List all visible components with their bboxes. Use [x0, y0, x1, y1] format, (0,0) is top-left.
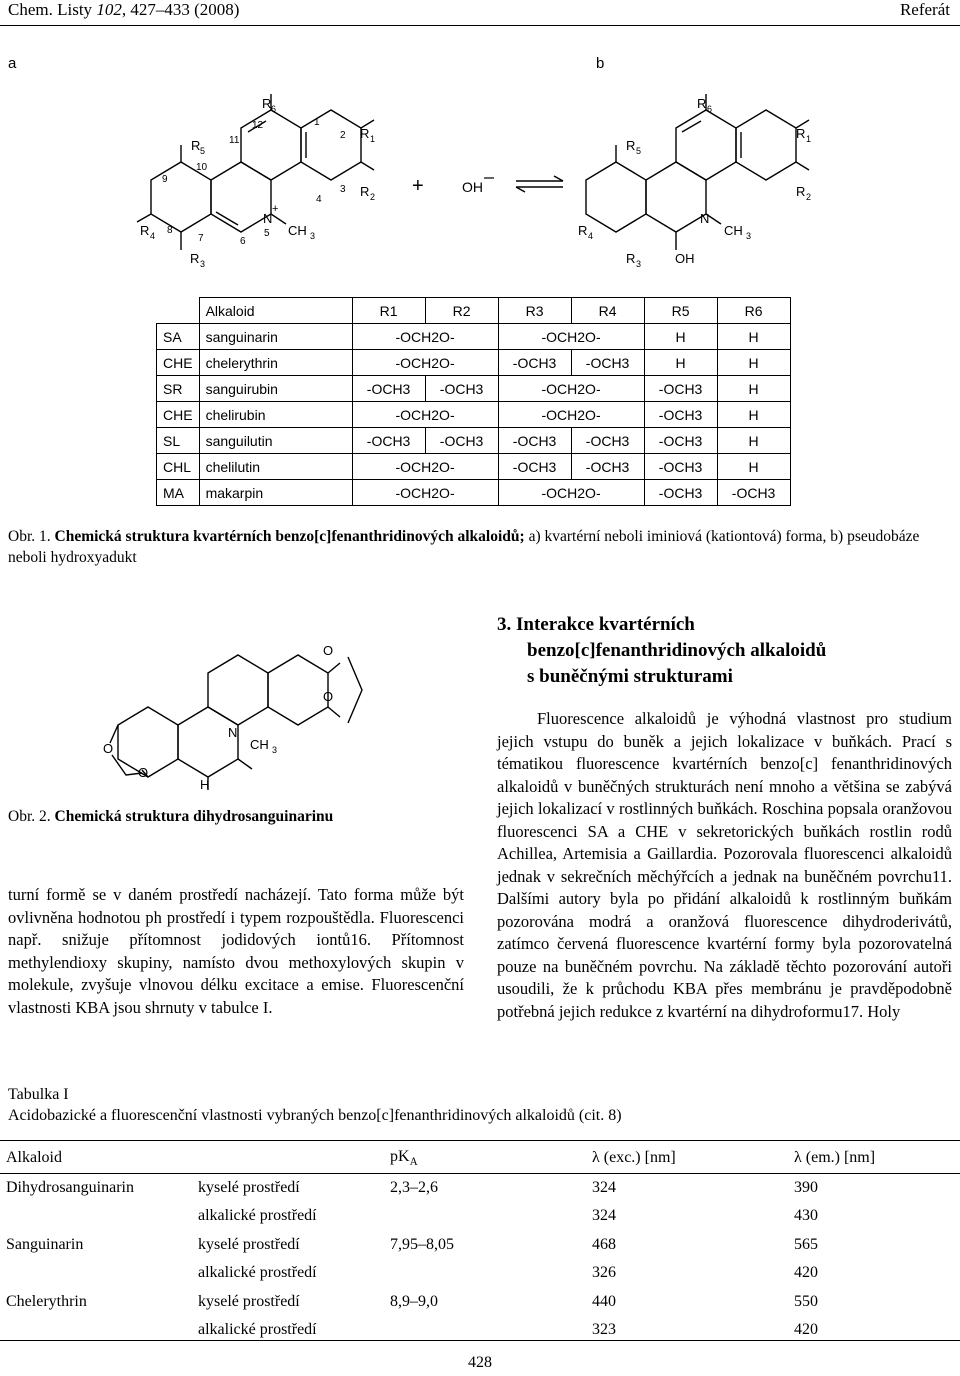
- journal-citation: Chem. Listy 102, 427–433 (2008): [8, 0, 240, 19]
- figure1-caption: Obr. 1. Chemická struktura kvartérních benzo[c]fenanthridinových alkaloidů; a) kvartérní neboli iminiová (kationtová) forma, b) pseudobáze neboli hydroxyadukt: [8, 528, 920, 566]
- svg-text:R: R: [191, 138, 201, 153]
- svg-text:O: O: [103, 741, 114, 756]
- table-row: Dihydrosanguinarin kyselé prostředí 2,3–2,6 324 390: [6, 1178, 818, 1196]
- svg-text:4: 4: [150, 231, 156, 241]
- svg-text:R: R: [190, 251, 200, 266]
- figure2-caption: Obr. 2. Chemická struktura dihydrosanguinarinu: [8, 808, 334, 825]
- section-label: Referát: [899, 0, 950, 19]
- svg-text:6: 6: [271, 104, 277, 114]
- svg-text:2: 2: [370, 192, 376, 202]
- svg-text:3: 3: [310, 231, 316, 241]
- table1-top-rule: [0, 1140, 960, 1141]
- svg-text:CH: CH: [250, 737, 269, 752]
- plus-sign: +: [412, 175, 424, 197]
- col-r4: R4: [571, 298, 644, 324]
- figure1-structures: [0, 40, 960, 280]
- svg-text:4: 4: [588, 231, 594, 241]
- svg-text:5: 5: [636, 146, 642, 156]
- col-r2: R2: [425, 298, 498, 324]
- table1-title-block: [8, 1084, 622, 1126]
- page-number: 428: [468, 1354, 492, 1371]
- svg-text:3: 3: [746, 231, 752, 241]
- svg-text:8: 8: [167, 225, 173, 236]
- table1-label: Tabulka I: [8, 1086, 69, 1103]
- svg-text:3: 3: [636, 259, 642, 269]
- table-row: CHL chelilutin -OCH2O- -OCH3 -OCH3 -OCH3 H: [157, 454, 791, 480]
- svg-text:H: H: [200, 777, 210, 790]
- svg-text:R: R: [262, 96, 272, 111]
- section-heading: 3. Interakce kvartérních benzo[c]fenanthridinových alkaloidů s buněčnými strukturami: [497, 614, 827, 687]
- svg-text:N: N: [263, 211, 273, 226]
- svg-text:9: 9: [162, 174, 168, 185]
- svg-text:R: R: [360, 126, 370, 141]
- svg-text:O: O: [323, 643, 334, 658]
- col-alkaloid: Alkaloid: [199, 298, 352, 324]
- table-row: SA sanguinarin -OCH2O- -OCH2O- H H: [157, 324, 791, 350]
- table-row: MA makarpin -OCH2O- -OCH2O- -OCH3 -OCH3: [157, 480, 791, 506]
- table-row: CHE chelerythrin -OCH2O- -OCH3 -OCH3 H H: [157, 350, 791, 376]
- table1-title: Acidobazické a fluorescenční vlastnosti vybraných benzo[c]fenanthridinových alkaloidů (cit. 8): [8, 1107, 622, 1124]
- svg-text:R: R: [626, 251, 636, 266]
- header-rule: [0, 25, 960, 26]
- svg-text:6: 6: [240, 236, 246, 247]
- table-row: alkalické prostředí 324 430: [198, 1207, 818, 1225]
- figure2-structure: [90, 625, 390, 790]
- svg-text:O: O: [138, 765, 149, 780]
- right-column-text: Fluorescence alkaloidů je výhodná vlastnost pro studium jejich vstupu do buněk a jejich lokalizace v buňkách. Prací s tématikou fluorescence kvartérních benzo[c] fenanthridinových alkaloidů v buněčných strukturách není mnoho a většina se zabývá jejich lokalizací v rostlinných buňkách. Roschina popsala oranžovou fluorescenci SA a CHE v sekretorických buňkách rostlin rodů Achillea, Artemisia a Gaillardia. Pozorovala fluorescenci alkaloidů jednak v sekrečních měchýřcích a jednak na buněčném povrchu11. Dalšími autory byla po přidání alkaloidů k rostlinným buňkám pozorována modrá a oranžová fluorescence dihydroderivátů, zatímco červená fluorescence kvartérní formy byla pozorovatelná pouze na buněčném povrchu. Na základě těchto pozorování autoři usoudili, že k průchodu KBA přes membránu je pravděpodobně potřebná jejich redukce z kvartérní na dihydroformu17. Holy: [497, 709, 952, 1021]
- table-row: Sanguinarin kyselé prostředí 7,95–8,05 468 565: [6, 1235, 818, 1253]
- svg-text:10: 10: [196, 162, 208, 173]
- svg-text:R: R: [578, 223, 588, 238]
- svg-text:4: 4: [316, 194, 322, 205]
- table-row: Chelerythrin kyselé prostředí 8,9–9,0 440 550: [6, 1292, 818, 1310]
- table-header-row: Alkaloid $pK_A$ λ (exc.) [nm] λ (em.) [nm]: [0, 1144, 960, 1173]
- svg-text:CH: CH: [288, 223, 307, 238]
- svg-text:7: 7: [198, 233, 204, 244]
- col-r5: R5: [644, 298, 717, 324]
- table-row: SR sanguirubin -OCH3 -OCH3 -OCH2O- -OCH3 H: [157, 376, 791, 402]
- table-row: alkalické prostředí 323 420: [198, 1321, 818, 1339]
- svg-text:R: R: [140, 223, 150, 238]
- svg-text:CH: CH: [724, 223, 743, 238]
- svg-text:11: 11: [229, 135, 240, 146]
- table-header-row: [157, 298, 791, 324]
- col-r3: R3: [498, 298, 571, 324]
- svg-text:O: O: [323, 689, 334, 704]
- structure-b: [586, 94, 812, 250]
- panel-b-label: b: [596, 55, 605, 72]
- col-r6: R6: [717, 298, 790, 324]
- hydroxide-label: OH: [462, 179, 483, 195]
- fluorescence-table: [0, 1144, 960, 1345]
- svg-text:R: R: [796, 126, 806, 141]
- svg-text:1: 1: [314, 117, 320, 128]
- svg-text:3: 3: [200, 259, 206, 269]
- table-row: CHE chelirubin -OCH2O- -OCH2O- -OCH3 H: [157, 402, 791, 428]
- page-header: [0, 0, 960, 24]
- svg-text:5: 5: [264, 228, 270, 239]
- svg-text:+: +: [272, 203, 279, 215]
- svg-text:12: 12: [252, 120, 264, 131]
- svg-text:1: 1: [370, 134, 376, 144]
- table1-bottom-rule: [0, 1340, 960, 1341]
- svg-text:6: 6: [707, 104, 713, 114]
- svg-text:5: 5: [200, 146, 206, 156]
- table-row: alkalické prostředí 326 420: [198, 1264, 818, 1282]
- equilibrium-arrows: [516, 176, 563, 192]
- panel-a-label: a: [8, 55, 17, 72]
- svg-text:N: N: [700, 211, 710, 226]
- table-row: SL sanguilutin -OCH3 -OCH3 -OCH3 -OCH3 -OCH3 H: [157, 428, 791, 454]
- alkaloid-substituent-table: [156, 297, 791, 506]
- svg-text:1: 1: [806, 134, 812, 144]
- svg-text:3: 3: [272, 745, 278, 755]
- col-r1: R1: [352, 298, 425, 324]
- svg-text:R: R: [360, 184, 370, 199]
- svg-text:2: 2: [340, 130, 346, 141]
- svg-text:3: 3: [340, 184, 346, 195]
- svg-text:N: N: [228, 725, 238, 740]
- svg-text:R: R: [697, 96, 707, 111]
- svg-text:2: 2: [806, 192, 812, 202]
- left-column-text: turní formě se v daném prostředí nacházejí. Tato forma může být ovlivněna hodnotou ph prostředí i typem rozpouštědla. Fluorescenci např. snižuje přítomnost jodidových iontů16. Přítomnost methylendioxy skupiny, namísto dvou methoxylových skupin v molekule, zvyšuje vlnovou délku excitace a emise. Fluorescenční vlastnosti KBA jsou shrnuty v tabulce I.: [8, 885, 464, 1017]
- svg-text:R: R: [796, 184, 806, 199]
- svg-text:R: R: [626, 138, 636, 153]
- svg-text:OH: OH: [675, 251, 695, 266]
